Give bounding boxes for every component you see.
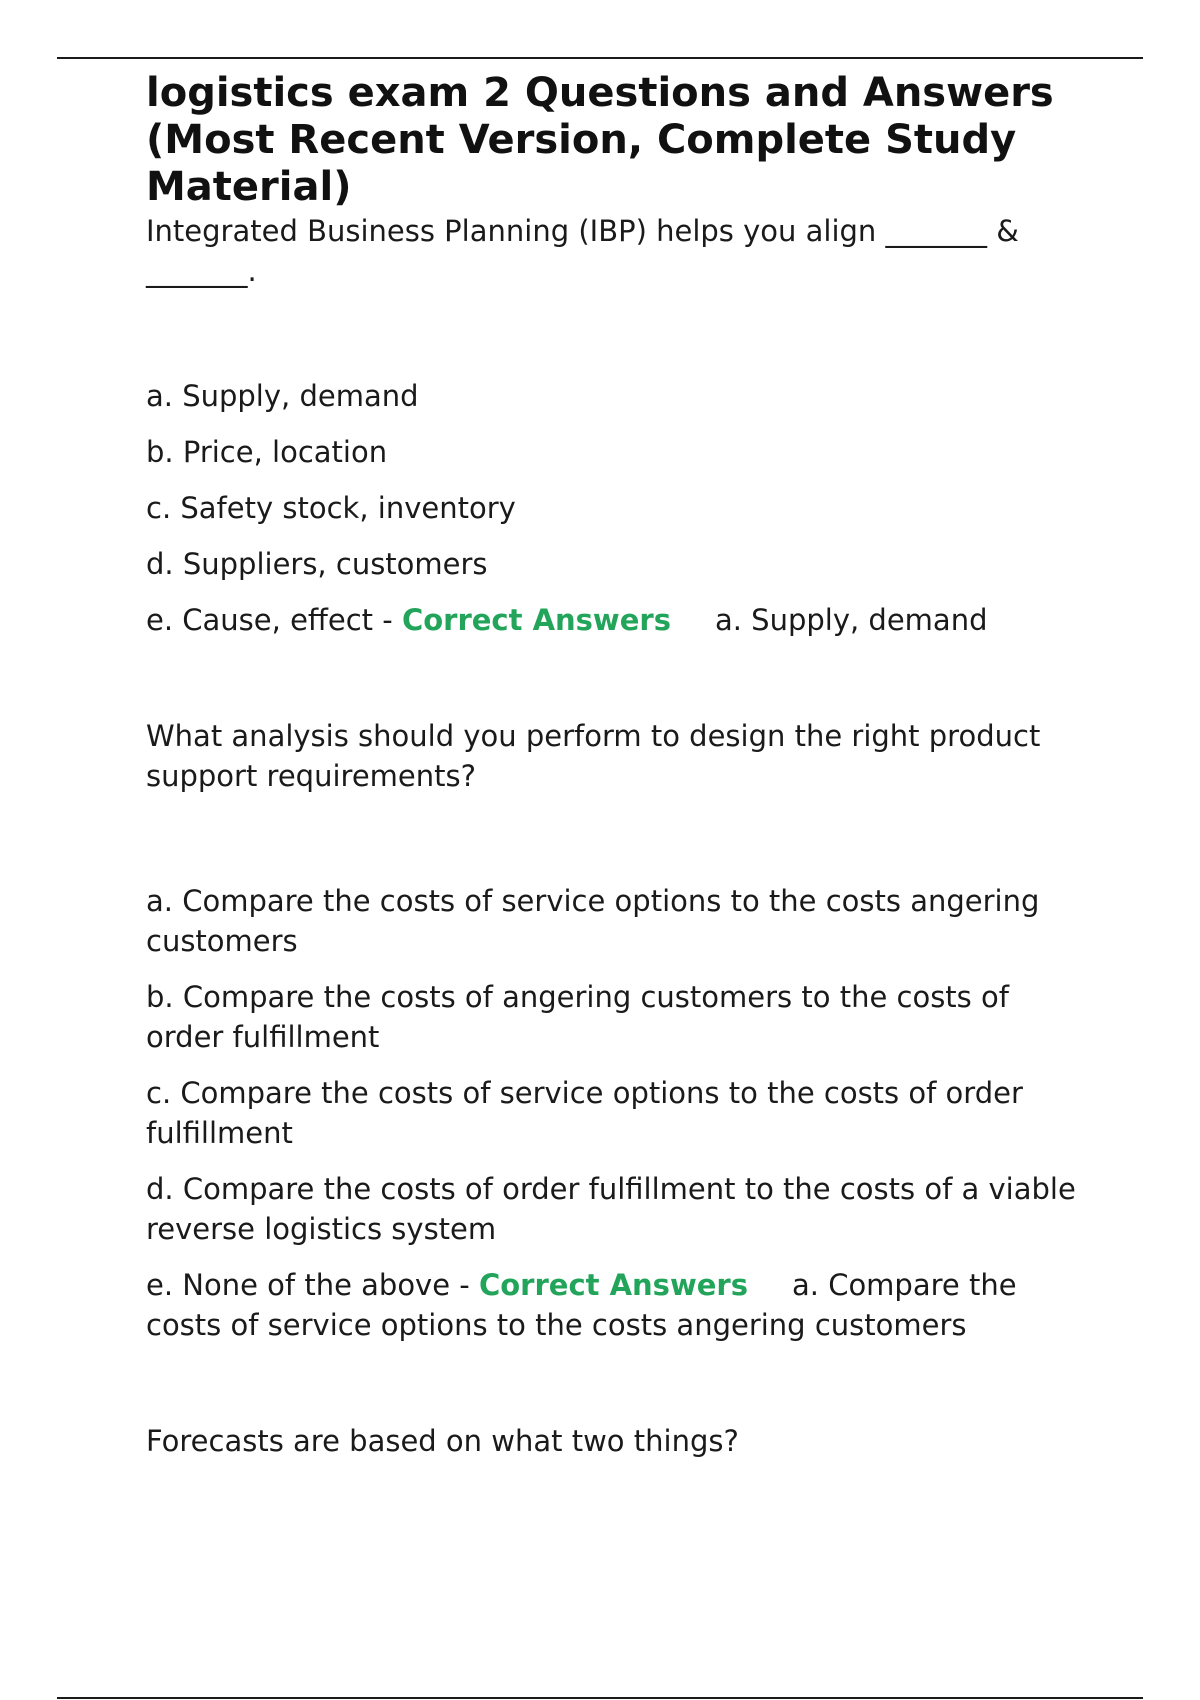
document-title: logistics exam 2 Questions and Answers (Most Recent Version, Complete Study Material): [146, 70, 1054, 210]
top-rule: [57, 57, 1143, 59]
question-2-answer: a. Compare the costs of service options to the costs angering customers: [146, 1268, 1017, 1342]
question-1-option-c: c. Safety stock, inventory: [146, 491, 516, 525]
question-3-prompt: Forecasts are based on what two things?: [146, 1424, 739, 1458]
correct-answers-label: Correct Answers: [401, 603, 671, 637]
question-1-prompt: Integrated Business Planning (IBP) helps you align _______ & _______.: [146, 214, 1019, 288]
question-1-answer: a. Supply, demand: [714, 603, 988, 637]
correct-answers-label: Correct Answers: [478, 1268, 748, 1302]
bottom-rule: [57, 1697, 1143, 1699]
question-2-option-d: d. Compare the costs of order fulfillment to the costs of a viable reverse logistics system: [146, 1172, 1076, 1246]
question-2-option-e-text: e. None of the above -: [146, 1268, 479, 1302]
question-1-option-d: d. Suppliers, customers: [146, 547, 488, 581]
question-1-option-e: [146, 600, 1086, 640]
question-1-options: [146, 376, 1086, 640]
question-2-prompt: What analysis should you perform to design the right product support requirements?: [146, 719, 1041, 793]
question-2-options: [146, 881, 1086, 1345]
question-2-option-a: a. Compare the costs of service options to the costs angering customers: [146, 884, 1040, 958]
question-1-option-a: a. Supply, demand: [146, 379, 419, 413]
question-2-option-b: b. Compare the costs of angering customers to the costs of order fulfillment: [146, 980, 1009, 1054]
question-1-option-e-text: e. Cause, effect -: [146, 603, 402, 637]
question-2-option-e: [146, 1265, 1086, 1345]
question-2-option-c: c. Compare the costs of service options to the costs of order fulfillment: [146, 1076, 1023, 1150]
question-1-option-b: b. Price, location: [146, 435, 388, 469]
document-body: [146, 70, 1086, 1461]
